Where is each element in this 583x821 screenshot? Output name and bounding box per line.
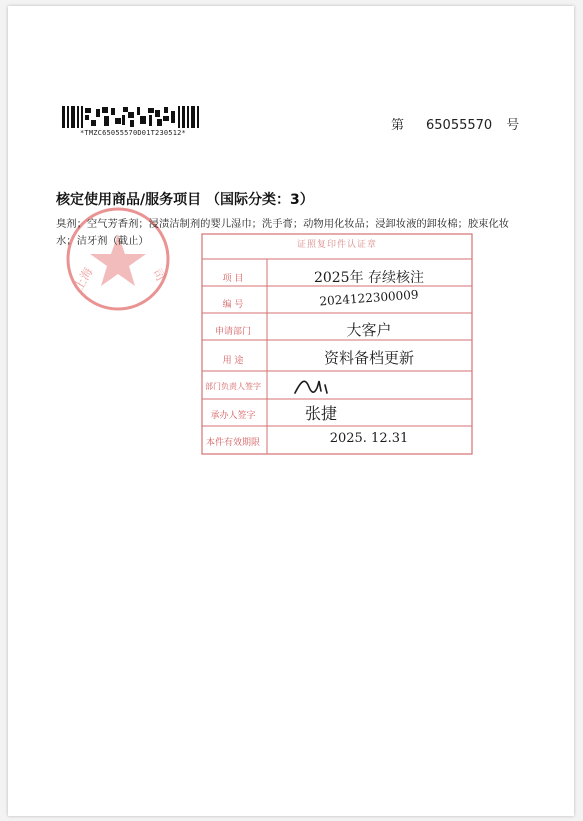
- value-handler-signature: 张捷: [304, 404, 337, 423]
- barcode-caption: *TMZC65055570D01T230512*: [80, 129, 186, 137]
- stamp-title: 证照复印件认证章: [296, 240, 377, 250]
- value-number: 2024122300009: [318, 287, 419, 309]
- dept-head-signature: [291, 373, 341, 397]
- document-page: [8, 6, 574, 816]
- svg-text:司: 司: [149, 266, 168, 284]
- label-number: 编 号: [222, 300, 244, 310]
- reg-number: 65055570: [426, 118, 493, 133]
- label-purpose: 用 途: [222, 356, 244, 366]
- label-validity: 本件有效期限: [205, 438, 260, 448]
- reg-prefix: 第: [391, 118, 405, 133]
- goods-list: 臭剂；空气芳香剂；浸渍洁制剂的婴儿湿巾；洗手膏；动物用化妆品；浸卸妆液的卸妆棉；胶束化妆水；洁牙剂（截止）: [56, 218, 510, 247]
- value-validity: 2025. 12.31: [329, 431, 409, 446]
- value-purpose: 资料备档更新: [323, 349, 414, 367]
- label-department: 申请部门: [214, 327, 251, 337]
- barcode: [62, 106, 202, 128]
- value-department: 大客户: [346, 321, 392, 339]
- reg-suffix: 号: [506, 118, 520, 133]
- certification-stamp: [201, 233, 473, 455]
- svg-text:上海: 上海: [71, 265, 96, 293]
- label-dept-head-signature: 部门负责人签字: [205, 382, 261, 391]
- value-project: 2025年 存续核注: [313, 270, 425, 286]
- registration-number: [391, 114, 519, 133]
- label-handler-signature: 承办人签字: [210, 411, 256, 421]
- section-title: 核定使用商品/服务项目 （国际分类：3）: [56, 192, 314, 208]
- label-project: 项 目: [222, 274, 244, 284]
